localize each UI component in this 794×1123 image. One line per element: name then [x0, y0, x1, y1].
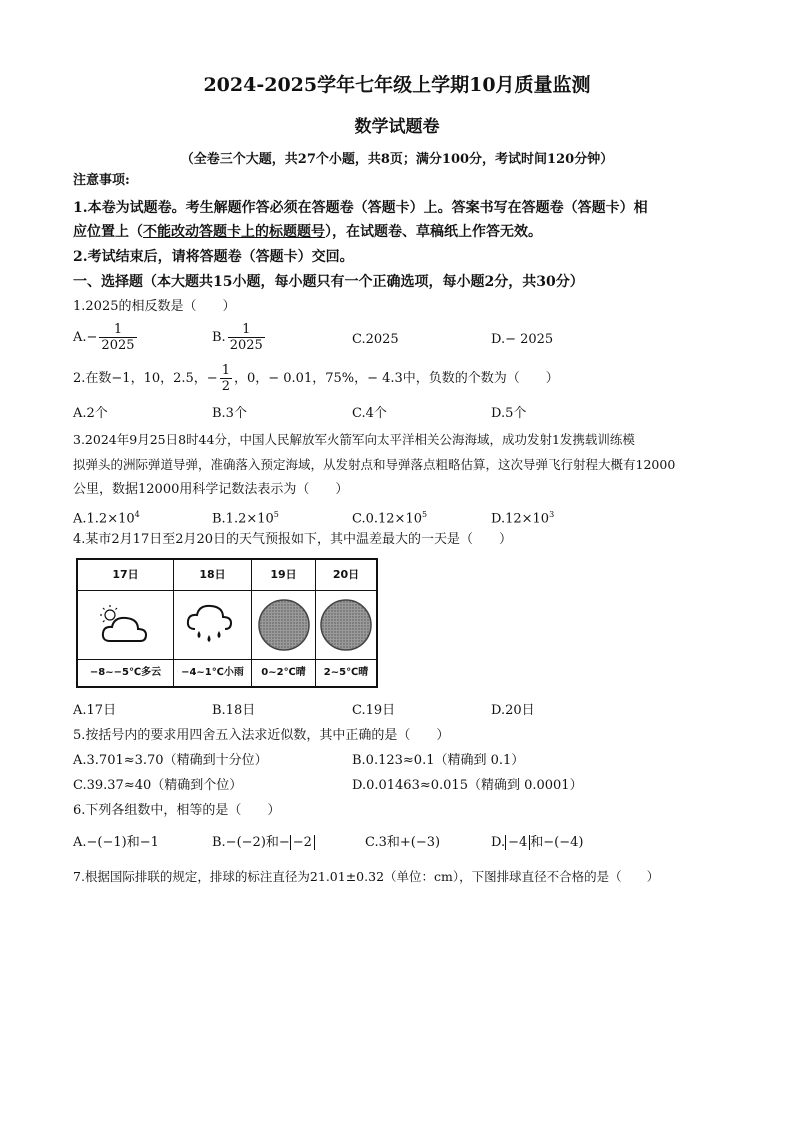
q5-stem: 5.按括号内的要求用四舍五入法求近似数，其中正确的是（ ）: [73, 728, 450, 743]
q4-option-c: C.19日: [352, 703, 396, 718]
q1-option-d: D.− 2025: [491, 332, 554, 347]
q6-option-b: B.−(−2)和− −2: [212, 834, 315, 852]
q5-option-d: D.0.01463≈0.015（精确到 0.0001）: [352, 778, 583, 793]
q5-option-c: C.39.37≈40（精确到个位）: [73, 778, 243, 793]
q3-option-a: $A.1.2\times 10^4$: [73, 510, 140, 527]
weather-desc: −4~1℃小雨: [174, 659, 251, 686]
notice-item-1-line-1: 1.本卷为试题卷。考生解题作答必须在答题卷（答题卡）上。答案书写在答题卷（答题卡）相: [73, 200, 648, 216]
exam-title: 2024-2025学年七年级上学期10月质量监测: [203, 74, 591, 96]
q7-stem: 7.根据国际排联的规定，排球的标注直径为21.01±0.32（单位：cm），下图排球直径不合格的是（ ）: [73, 869, 660, 884]
sun-icon: [316, 592, 376, 658]
weather-col-20: [316, 560, 376, 686]
q6-stem: 6.下列各组数中，相等的是（ ）: [73, 803, 281, 818]
weather-date: 18日: [174, 560, 251, 591]
q3-line-1: 3.2024年9月25日8时44分，中国人民解放军火箭军向太平洋相关公海海域，成功发射1发携载训练模: [73, 432, 635, 447]
weather-desc: −8~−5℃多云: [78, 659, 173, 686]
notice-heading: 注意事项:: [73, 173, 130, 188]
q3-line-2: 拟弹头的洲际弹道导弹，准确落入预定海域，从发射点和导弹落点粗略估算，这次导弹飞行射程大概有12000: [73, 457, 676, 472]
sun-icon: [252, 592, 315, 658]
q2-option-b: B.3个: [212, 406, 247, 421]
q3-line-3: 公里，数据12000用科学记数法表示为（ ）: [73, 482, 349, 497]
weather-date: 19日: [252, 560, 315, 591]
q6-option-a: A.−(−1)和−1: [73, 835, 159, 850]
q6-option-d: D. −4 和−(−4): [491, 835, 584, 850]
section-1-heading: 一、选择题（本大题共15小题，每小题只有一个正确选项，每小题2分，共30分）: [73, 274, 584, 290]
notice-item-1-underline: 不能改动答题卡上的标题题号: [143, 224, 325, 240]
q1-stem: 1.2025的相反数是（ ）: [73, 299, 236, 314]
q2-option-c: C.4个: [352, 406, 387, 421]
partly-cloudy-icon: [78, 592, 173, 658]
weather-col-18: [174, 560, 252, 686]
notice-item-1-post: ），在试题卷、草稿纸上作答无效。: [325, 224, 542, 240]
q1-option-b: B. $\frac{1}{2025}$: [212, 322, 263, 353]
q2-option-a: A.2个: [73, 406, 108, 421]
q2-fraction: $\frac{1}{2}$: [221, 363, 230, 394]
q1-option-a: A.− $\frac{1}{2025}$: [73, 322, 135, 353]
q5-option-a: A.3.701≈3.70（精确到十分位）: [73, 753, 268, 768]
weather-desc: 2~5℃晴: [316, 659, 376, 686]
q1-a-fraction: $\frac{1}{2025}$: [101, 322, 135, 353]
q6-option-c: C.3和+(−3): [365, 835, 441, 850]
weather-date: 17日: [78, 560, 173, 591]
notice-item-1-line-2: [73, 221, 542, 241]
weather-desc: 0~2℃晴: [252, 659, 315, 686]
q4-option-a: A.17日: [73, 703, 117, 718]
q4-option-d: D.20日: [491, 703, 535, 718]
q4-option-b: B.18日: [212, 703, 256, 718]
q1-option-c: C.2025: [352, 332, 399, 347]
q1-b-fraction: $\frac{1}{2025}$: [229, 322, 263, 353]
notice-item-1-pre: 应位置上（: [73, 224, 143, 240]
exam-info: （全卷三个大题，共27个小题，共8页；满分100分，考试时间120分钟）: [180, 152, 614, 167]
rain-icon: [174, 592, 251, 658]
weather-table: [76, 558, 378, 688]
weather-date: 20日: [316, 560, 376, 591]
q3-option-b: $B.1.2\times 10^5$: [212, 510, 279, 527]
q4-stem: 4.某市2月17日至2月20日的天气预报如下，其中温差最大的一天是（ ）: [73, 532, 513, 547]
weather-col-19: [252, 560, 316, 686]
q3-option-d: $D.12\times 10^3$: [491, 510, 555, 527]
q2-stem: 2.在数−1，10，2.5，− $\frac{1}{2}$ ，0，− 0.01，75%，− 4.3中，负数的个数为（ ）: [73, 363, 559, 394]
q2-option-d: D.5个: [491, 406, 527, 421]
weather-col-17: [78, 560, 174, 686]
notice-item-2: 2.考试结束后，请将答题卷（答题卡）交回。: [73, 249, 354, 265]
exam-subtitle: 数学试题卷: [354, 117, 440, 137]
q5-option-b: B.0.123≈0.1（精确到 0.1）: [352, 753, 525, 768]
q3-option-c: $C.0.12\times 10^5$: [352, 510, 428, 527]
